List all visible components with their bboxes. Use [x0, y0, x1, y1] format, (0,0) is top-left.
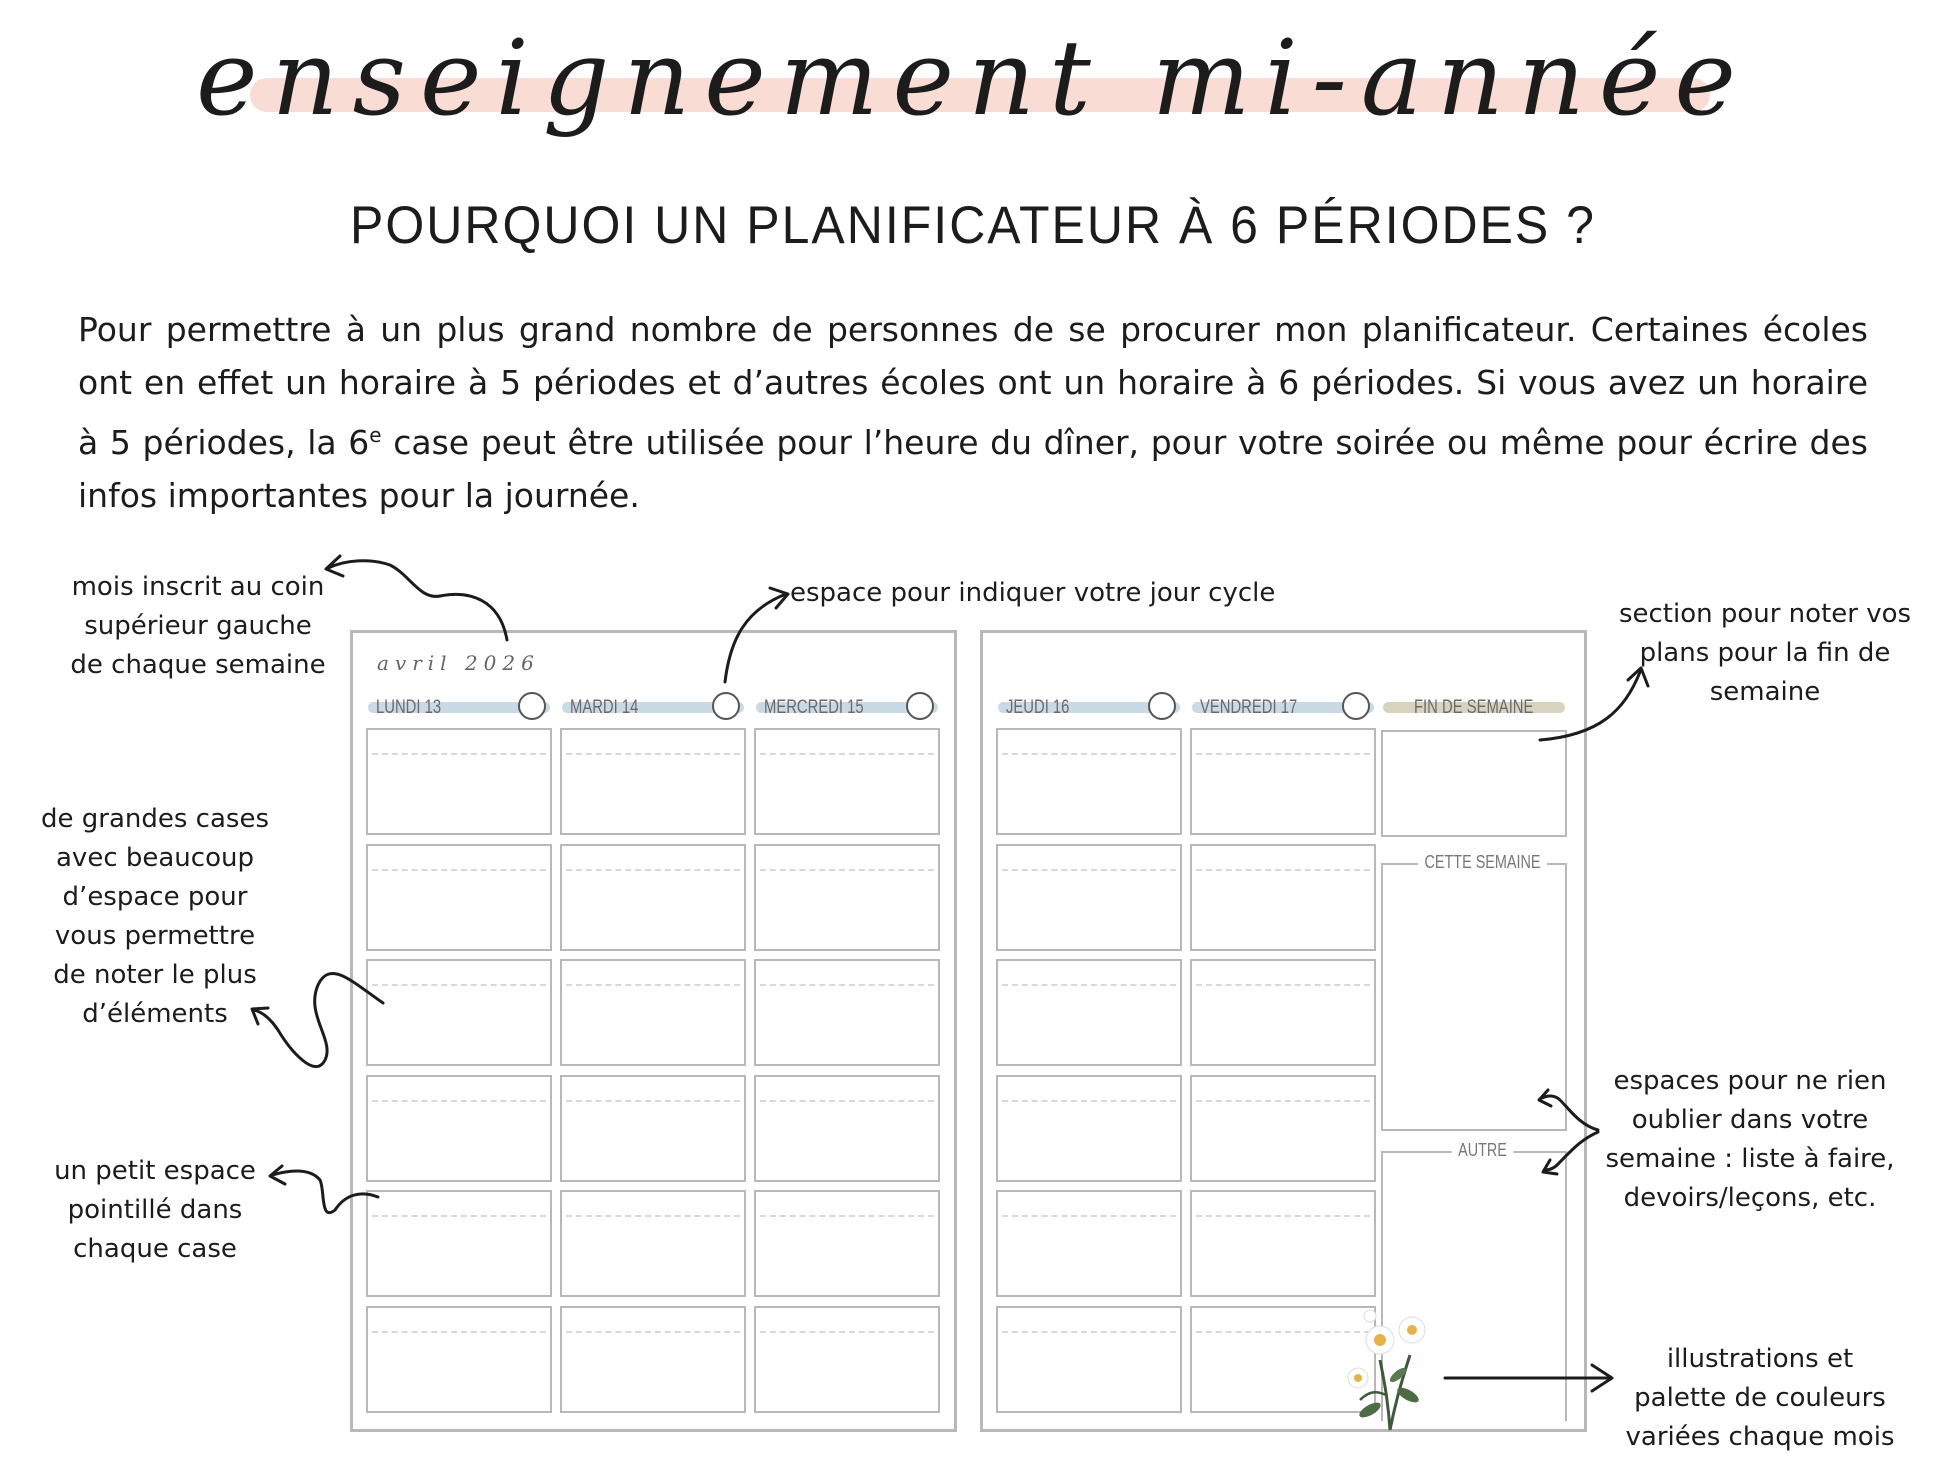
day-label: JEUDI 16	[1006, 697, 1070, 718]
dotted-line	[1196, 984, 1370, 986]
period-box[interactable]	[1190, 728, 1376, 835]
period-box[interactable]	[366, 1190, 552, 1297]
period-box[interactable]	[366, 728, 552, 835]
page-title: enseignement mi-année	[196, 17, 1750, 139]
period-box[interactable]	[996, 1190, 1182, 1297]
dotted-line	[372, 1215, 546, 1217]
dotted-line	[372, 1331, 546, 1333]
period-box[interactable]	[996, 728, 1182, 835]
period-box[interactable]	[560, 959, 746, 1066]
dotted-line	[760, 869, 934, 871]
page-subtitle: POURQUOI UN PLANIFICATEUR À 6 PÉRIODES ?	[350, 195, 1596, 255]
period-box[interactable]	[1190, 959, 1376, 1066]
dotted-line	[1002, 1100, 1176, 1102]
dotted-line	[1196, 869, 1370, 871]
dotted-line	[760, 984, 934, 986]
dotted-line	[1196, 753, 1370, 755]
dotted-line	[372, 753, 546, 755]
dotted-line	[1002, 984, 1176, 986]
note-cycle-day: espace pour indiquer votre jour cycle	[790, 578, 1276, 608]
weekend-box	[1381, 730, 1567, 837]
note-month-corner: mois inscrit au coin supérieur gauche de chaque semaine	[70, 572, 326, 680]
period-box[interactable]	[754, 1306, 940, 1413]
dotted-line	[372, 869, 546, 871]
month-label: avril 2026	[377, 651, 540, 675]
cycle-day-circle[interactable]	[1148, 692, 1176, 720]
note-dotted-space: un petit espace pointillé dans chaque case	[54, 1156, 256, 1264]
period-box[interactable]	[560, 1306, 746, 1413]
dotted-line	[566, 753, 740, 755]
other-label: AUTRE	[1452, 1140, 1514, 1161]
period-box[interactable]	[754, 1075, 940, 1182]
daisy-illustration	[1340, 1300, 1450, 1435]
dotted-line	[566, 1215, 740, 1217]
cycle-day-circle[interactable]	[1342, 692, 1370, 720]
dotted-line	[1002, 753, 1176, 755]
dotted-line	[1002, 1331, 1176, 1333]
dotted-line	[566, 1100, 740, 1102]
dotted-line	[760, 1331, 934, 1333]
period-box[interactable]	[996, 1306, 1182, 1413]
period-box[interactable]	[1190, 1075, 1376, 1182]
period-box[interactable]	[1190, 844, 1376, 951]
period-box[interactable]	[366, 1306, 552, 1413]
day-label: VENDREDI 17	[1200, 697, 1298, 718]
dotted-line	[1002, 869, 1176, 871]
intro-text-part2: case peut être utilisée pour l’heure du dîner, pour votre soirée ou même pour écrire des infos importantes pour la journée.	[78, 423, 1868, 515]
dotted-line	[760, 1100, 934, 1102]
period-box[interactable]	[366, 1075, 552, 1182]
period-box[interactable]	[996, 844, 1182, 951]
note-weekend-section: section pour noter vos plans pour la fin de semaine	[1618, 599, 1912, 707]
note-illustrations: illustrations et palette de couleurs variées chaque mois	[1625, 1344, 1895, 1452]
period-box[interactable]	[754, 728, 940, 835]
day-label: MERCREDI 15	[764, 697, 864, 718]
period-box[interactable]	[996, 959, 1182, 1066]
dotted-line	[1196, 1215, 1370, 1217]
note-reminders: espaces pour ne rien oublier dans votre semaine : liste à faire, devoirs/leçons, etc.	[1605, 1066, 1895, 1213]
cycle-day-circle[interactable]	[518, 692, 546, 720]
dotted-line	[1196, 1100, 1370, 1102]
period-box[interactable]	[754, 1190, 940, 1297]
dotted-line	[566, 1331, 740, 1333]
period-box[interactable]	[754, 844, 940, 951]
dotted-line	[760, 753, 934, 755]
period-box[interactable]	[754, 959, 940, 1066]
dotted-line	[760, 1215, 934, 1217]
period-box[interactable]	[560, 1190, 746, 1297]
cycle-day-circle[interactable]	[712, 692, 740, 720]
dotted-line	[566, 869, 740, 871]
day-label: MARDI 14	[570, 697, 639, 718]
period-box[interactable]	[560, 728, 746, 835]
period-box[interactable]	[560, 1075, 746, 1182]
day-label: LUNDI 13	[376, 697, 442, 718]
cycle-day-circle[interactable]	[906, 692, 934, 720]
period-box[interactable]	[996, 1075, 1182, 1182]
intro-text-part1: Pour permettre à un plus grand nombre de personnes de se procurer mon planificateur. Certaines écoles ont en effet un horaire à 5 périodes et d’autres écoles ont un horaire à 6 périodes. Si vous avez un horaire à 5 périodes, la 6	[78, 310, 1868, 462]
this-week-label: CETTE SEMAINE	[1418, 852, 1547, 873]
dotted-line	[372, 1100, 546, 1102]
dotted-line	[566, 984, 740, 986]
this-week-box	[1381, 863, 1567, 1131]
period-box[interactable]	[366, 959, 552, 1066]
note-big-boxes: de grandes cases avec beaucoup d’espace pour vous permettre de noter le plus d’éléments	[41, 804, 269, 1029]
weekend-label: FIN DE SEMAINE	[1414, 697, 1534, 718]
period-box[interactable]	[1190, 1190, 1376, 1297]
period-box[interactable]	[366, 844, 552, 951]
dotted-line	[372, 984, 546, 986]
period-box[interactable]	[560, 844, 746, 951]
intro-paragraph	[78, 304, 1868, 522]
dotted-line	[1002, 1215, 1176, 1217]
intro-superscript: e	[369, 423, 382, 447]
